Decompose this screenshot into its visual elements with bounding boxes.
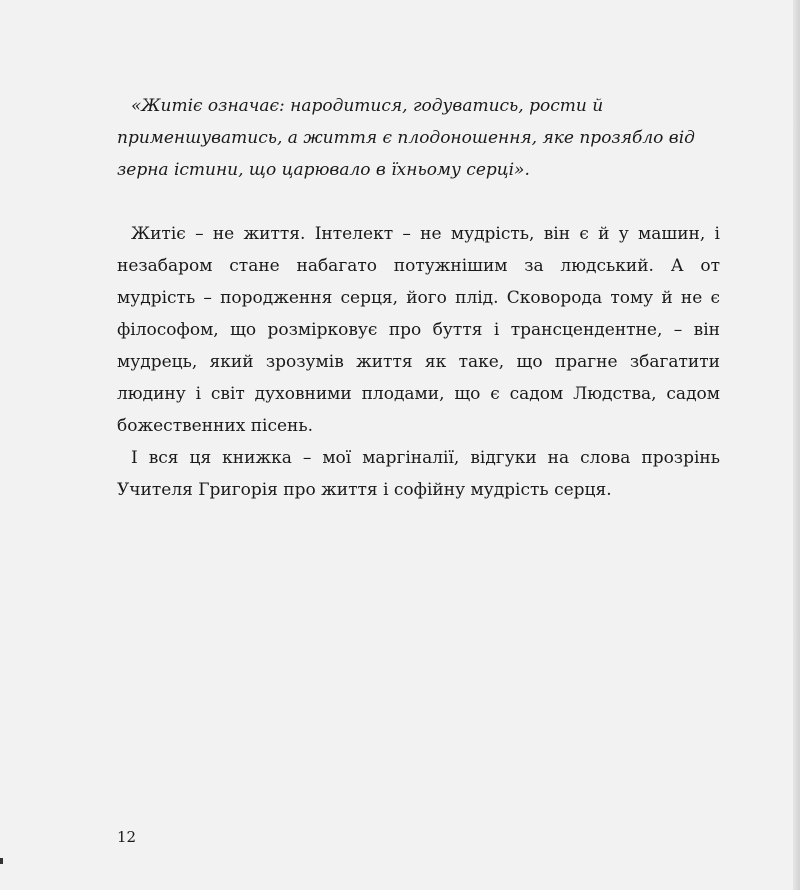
body-paragraph-1: Житіє – не життя. Інтелект – не мудрість, він є й у машин, і незабаром стане набагато потужнішим за людський. А от мудрість – породження серця, його плід. Сковорода тому й не є філософом, що розмірковує про буття і трансцендентне, – він мудрець, який зрозумів життя як таке, що прагне збагатити людину і світ духовними плодами, що є садом Людства, садом божественних пісень. bbox=[117, 224, 720, 436]
page-number: 12 bbox=[117, 828, 137, 846]
page-edge-shadow bbox=[793, 0, 800, 890]
body-paragraph-2: І вся ця книжка – мої маргіналії, відгуки на слова прозрінь Учителя Григорія про життя і софійну мудрість серця. bbox=[117, 448, 720, 500]
epigraph-quote: «Житіє означає: народитися, годуватись, рости й применшуватись, а життя є плодоношення, яке прозябло від зерна істини, що царювало в їхньому серці». bbox=[117, 96, 695, 180]
scan-mark bbox=[0, 858, 3, 864]
text-block bbox=[117, 90, 720, 506]
